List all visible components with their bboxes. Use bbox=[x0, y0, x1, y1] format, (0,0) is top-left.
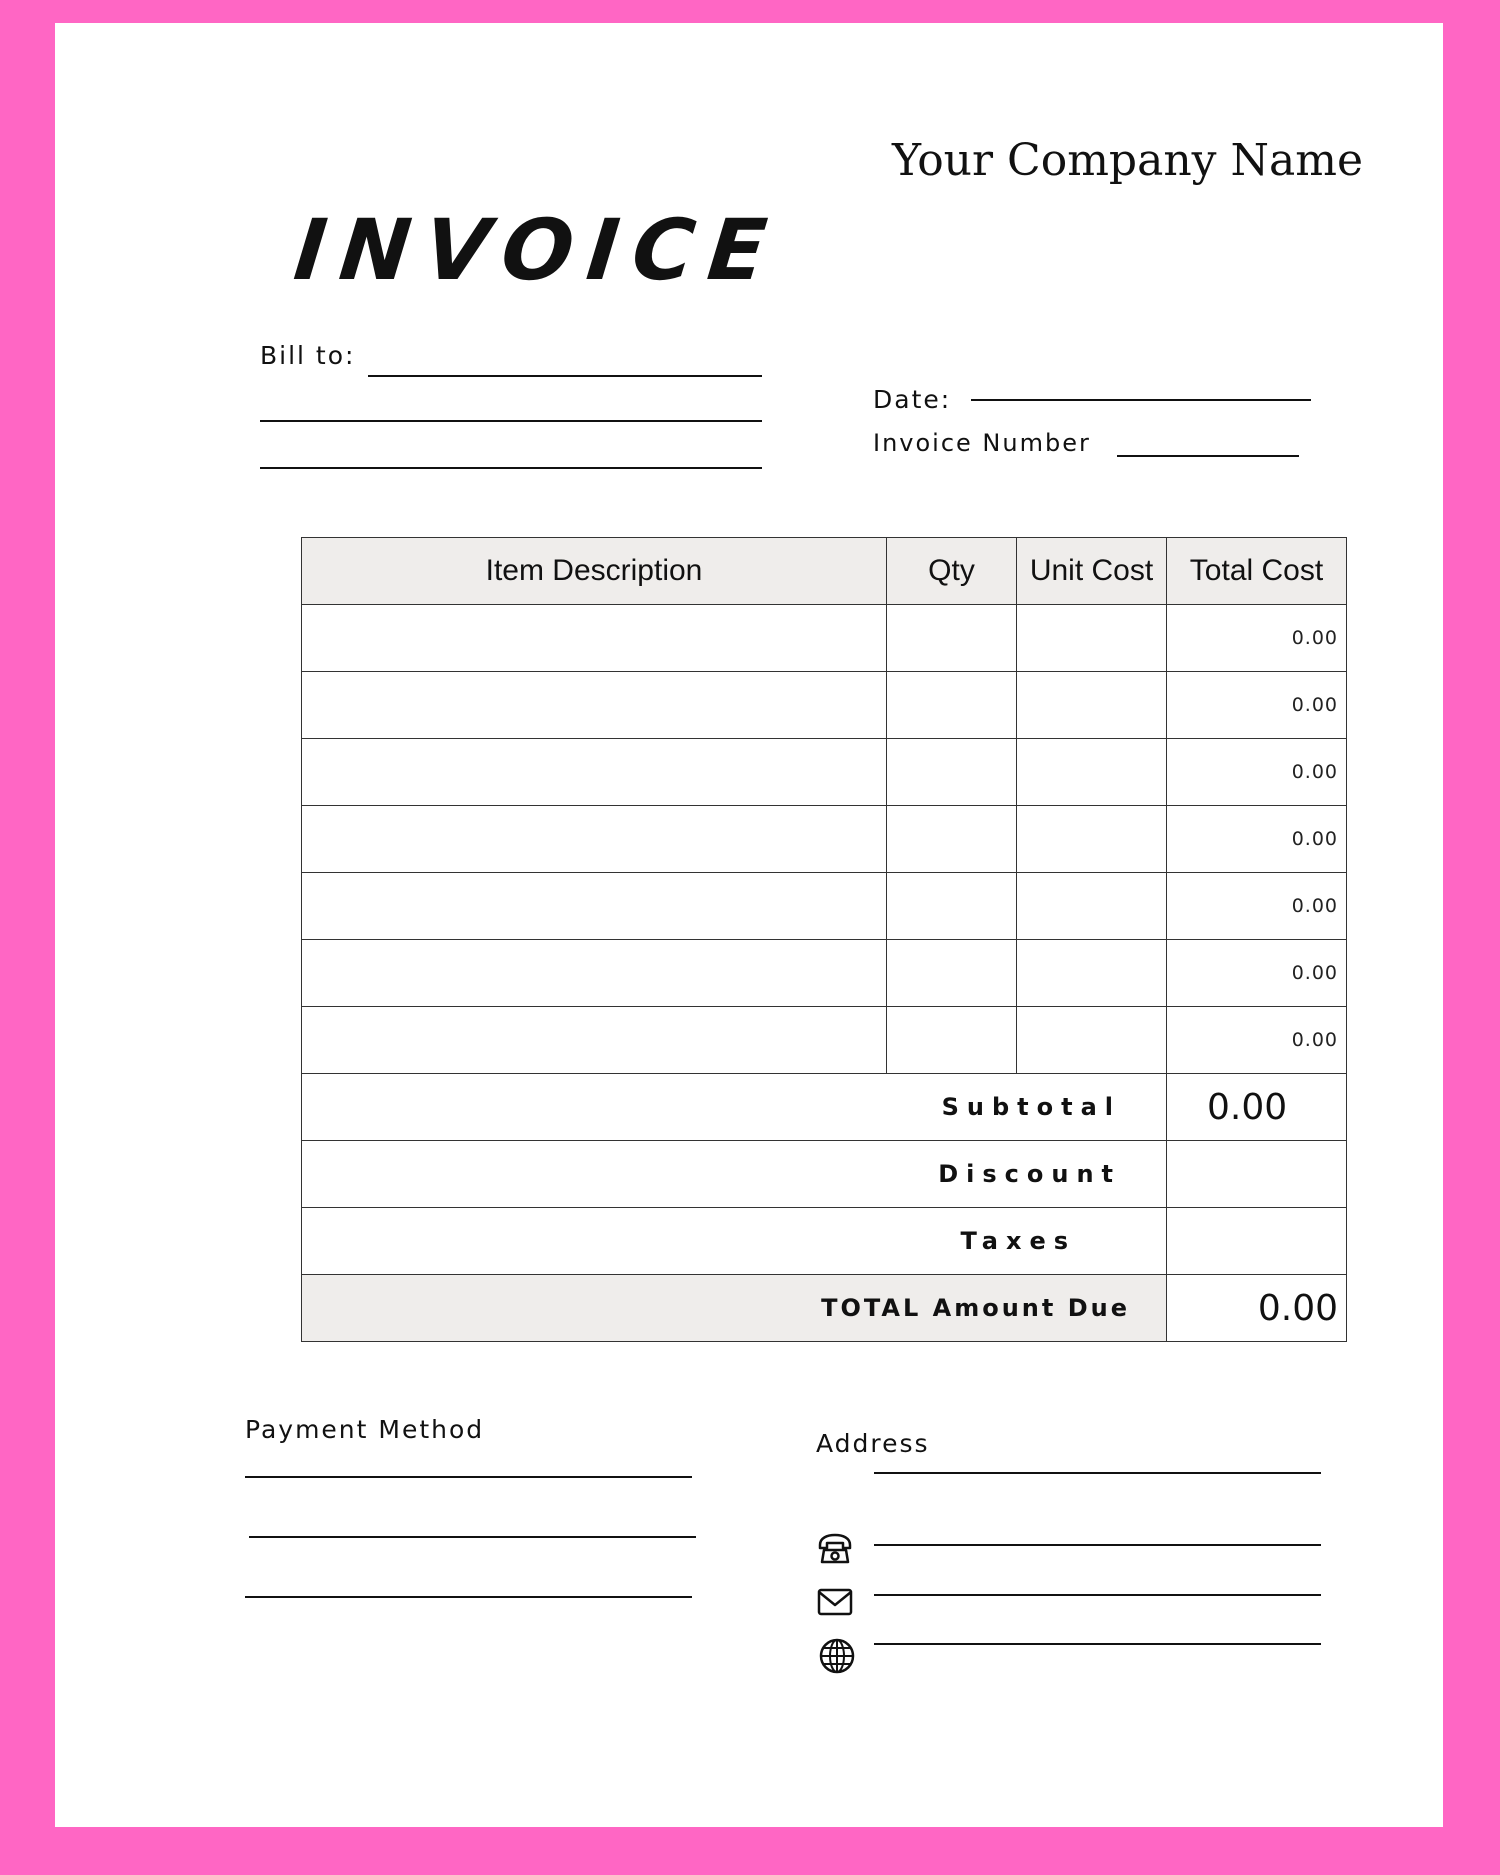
item-description-cell[interactable] bbox=[302, 739, 887, 806]
item-description-cell[interactable] bbox=[302, 873, 887, 940]
discount-value[interactable] bbox=[1167, 1141, 1347, 1208]
address-label: Address bbox=[816, 1429, 930, 1458]
column-header-description: Item Description bbox=[302, 538, 887, 605]
bill-to-label: Bill to: bbox=[260, 341, 356, 370]
unit-cost-cell[interactable] bbox=[1017, 806, 1167, 873]
subtotal-label: Subtotal bbox=[302, 1074, 1167, 1141]
invoice-number-label: Invoice Number bbox=[873, 429, 1091, 457]
table-row bbox=[302, 873, 1347, 940]
unit-cost-cell[interactable] bbox=[1017, 1007, 1167, 1074]
globe-icon bbox=[817, 1636, 857, 1676]
item-description-cell[interactable] bbox=[302, 1007, 887, 1074]
unit-cost-cell[interactable] bbox=[1017, 739, 1167, 806]
bill-to-line-1[interactable] bbox=[368, 375, 762, 377]
unit-cost-cell[interactable] bbox=[1017, 940, 1167, 1007]
qty-cell[interactable] bbox=[887, 873, 1017, 940]
invoice-sheet bbox=[55, 23, 1443, 1827]
invoice-title: INVOICE bbox=[289, 201, 785, 299]
column-header-qty: Qty bbox=[887, 538, 1017, 605]
payment-method-line-3[interactable] bbox=[245, 1596, 692, 1598]
total-amount-due-value: 0.00 bbox=[1167, 1275, 1347, 1342]
items-table bbox=[301, 537, 1347, 1342]
payment-method-line-2[interactable] bbox=[249, 1536, 696, 1538]
payment-method-label: Payment Method bbox=[245, 1415, 485, 1444]
total-cost-cell: 0.00 bbox=[1167, 873, 1347, 940]
company-name: Your Company Name bbox=[891, 135, 1363, 186]
date-line[interactable] bbox=[971, 399, 1311, 401]
mail-icon bbox=[815, 1582, 855, 1622]
unit-cost-cell[interactable] bbox=[1017, 672, 1167, 739]
invoice-number-line[interactable] bbox=[1117, 455, 1299, 457]
table-row bbox=[302, 806, 1347, 873]
qty-cell[interactable] bbox=[887, 605, 1017, 672]
total-cost-cell: 0.00 bbox=[1167, 940, 1347, 1007]
email-line[interactable] bbox=[874, 1594, 1321, 1596]
column-header-total-cost: Total Cost bbox=[1167, 538, 1347, 605]
total-cost-cell: 0.00 bbox=[1167, 672, 1347, 739]
qty-cell[interactable] bbox=[887, 1007, 1017, 1074]
phone-icon bbox=[815, 1529, 855, 1569]
total-cost-cell: 0.00 bbox=[1167, 1007, 1347, 1074]
subtotal-row bbox=[302, 1074, 1347, 1141]
table-row bbox=[302, 739, 1347, 806]
table-row bbox=[302, 1007, 1347, 1074]
bill-to-line-3[interactable] bbox=[260, 467, 762, 469]
qty-cell[interactable] bbox=[887, 806, 1017, 873]
total-amount-due-label: TOTAL Amount Due bbox=[302, 1275, 1167, 1342]
website-line[interactable] bbox=[874, 1643, 1321, 1645]
date-label: Date: bbox=[873, 385, 952, 414]
qty-cell[interactable] bbox=[887, 940, 1017, 1007]
discount-row bbox=[302, 1141, 1347, 1208]
table-row bbox=[302, 672, 1347, 739]
address-line[interactable] bbox=[874, 1472, 1321, 1474]
table-row bbox=[302, 940, 1347, 1007]
unit-cost-cell[interactable] bbox=[1017, 605, 1167, 672]
total-cost-cell: 0.00 bbox=[1167, 605, 1347, 672]
total-cost-cell: 0.00 bbox=[1167, 739, 1347, 806]
taxes-value[interactable] bbox=[1167, 1208, 1347, 1275]
table-header-row bbox=[302, 538, 1347, 605]
taxes-row bbox=[302, 1208, 1347, 1275]
discount-label: Discount bbox=[302, 1141, 1167, 1208]
column-header-unit-cost: Unit Cost bbox=[1017, 538, 1167, 605]
phone-line[interactable] bbox=[874, 1544, 1321, 1546]
payment-method-line-1[interactable] bbox=[245, 1476, 692, 1478]
unit-cost-cell[interactable] bbox=[1017, 873, 1167, 940]
item-description-cell[interactable] bbox=[302, 605, 887, 672]
item-description-cell[interactable] bbox=[302, 940, 887, 1007]
total-cost-cell: 0.00 bbox=[1167, 806, 1347, 873]
bill-to-line-2[interactable] bbox=[260, 420, 762, 422]
subtotal-value: 0.00 bbox=[1167, 1074, 1347, 1141]
qty-cell[interactable] bbox=[887, 672, 1017, 739]
table-row bbox=[302, 605, 1347, 672]
total-row bbox=[302, 1275, 1347, 1342]
qty-cell[interactable] bbox=[887, 739, 1017, 806]
item-description-cell[interactable] bbox=[302, 672, 887, 739]
item-description-cell[interactable] bbox=[302, 806, 887, 873]
taxes-label: Taxes bbox=[302, 1208, 1167, 1275]
